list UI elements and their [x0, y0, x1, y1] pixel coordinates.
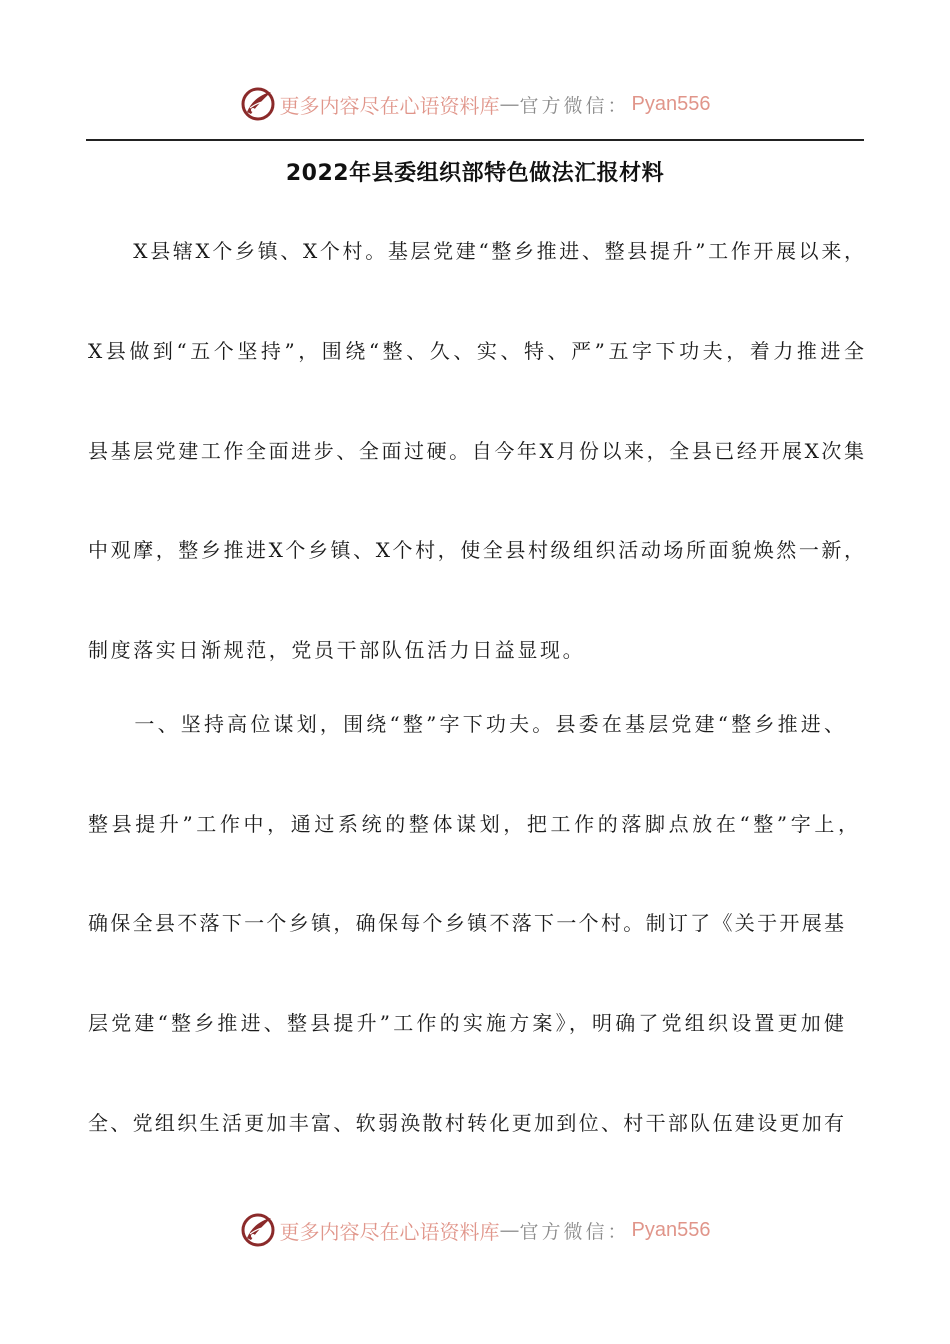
watermark-wechat-id: Pyan556	[631, 92, 711, 115]
body-line: 确保全县不落下一个乡镇，确保每个乡镇不落下一个村。制订了《关于开展基	[88, 911, 844, 935]
watermark-wechat-id: Pyan556	[631, 1218, 711, 1241]
watermark-dash: —	[499, 92, 520, 116]
header-watermark	[0, 84, 950, 124]
body-line: 整县提升”工作中，通过系统的整体谋划，把工作的落脚点放在“整”字上，	[88, 812, 858, 836]
watermark-main-text: 更多内容尽在心语资料库	[279, 93, 500, 118]
body-line: X县做到“五个坚持”，围绕“整、久、实、特、严”五字下功夫，着力推进全	[88, 339, 864, 363]
body-line: 县基层党建工作全面进步、全面过硬。自今年X月份以来，全县已经开展X次集	[88, 439, 864, 463]
quill-pen-logo-icon	[240, 86, 276, 122]
body-line: 全、党组织生活更加丰富、软弱涣散村转化更加到位、村干部队伍建设更加有	[88, 1111, 844, 1135]
quill-pen-logo-icon	[240, 1212, 276, 1248]
watermark-official-label: 官方微信：	[519, 94, 630, 117]
watermark-dash: —	[499, 1218, 520, 1242]
watermark-official-label: 官方微信：	[519, 1220, 630, 1243]
body-line: 制度落实日渐规范，党员干部队伍活力日益显现。	[88, 638, 586, 662]
watermark-main-text: 更多内容尽在心语资料库	[279, 1219, 500, 1244]
document-title: 2022年县委组织部特色做法汇报材料	[285, 161, 665, 186]
body-line: 一、坚持高位谋划，围绕“整”字下功夫。县委在基层党建“整乡推进、	[88, 712, 844, 736]
body-line: 中观摩，整乡推进X个乡镇、X个村，使全县村级组织活动场所面貌焕然一新，	[88, 538, 864, 562]
body-line: 层党建“整乡推进、整县提升”工作的实施方案》，明确了党组织设置更加健	[88, 1011, 844, 1035]
footer-watermark	[0, 1210, 950, 1250]
body-line: X县辖X个乡镇、X个村。基层党建“整乡推进、整县提升”工作开展以来，	[88, 239, 864, 263]
header-divider	[86, 139, 864, 141]
